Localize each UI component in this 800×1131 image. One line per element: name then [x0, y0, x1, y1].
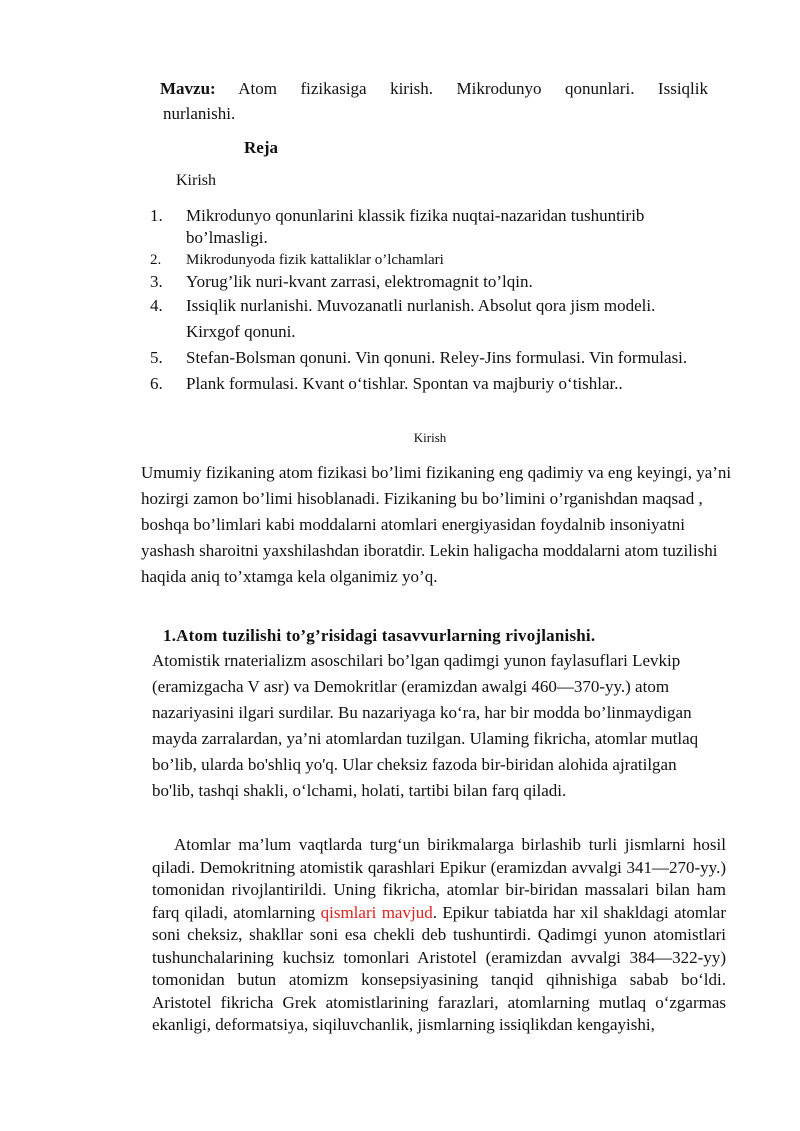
section-paragraph-1: Atomistik rnaterializm asoschilari bo’lgan qadimgi yunon faylasuflari Levkip (eramizgacha V asr) va Demokritlar (eramizdan awalgi 460—370-yy.) atom nazariyasini ilgari surdilar. Bu nazariyaga ko‘ra, har bir modda bo’linmaydigan mayda zarralardan, ya’ni atomlardan tuzilgan. Ulaming fikricha, atomlar mutlaq bo’lib, ularda bo'shliq yo'q. Ular cheksiz fazoda bir-biridan alohida ajratilgan bo'lib, tashqi shakli, o‘lchami, holati, tartibi bilan farq qiladi.	[152, 651, 699, 800]
plan-list	[150, 205, 710, 397]
topic-line	[160, 76, 708, 101]
paragraph-text: Atomlar ma’lum vaqtlarda turg‘un birikmalarga birlashib turli jismlarni hosil qiladi. Demokritning atomistik qarashlari Epikur (eramizdan avvalgi 341—270-yy.) tomonidan rivojlantirildi. Uning fikricha, atomlar bir-biridan massalari bilan ham farq qiladi, atomlarning	[152, 835, 726, 922]
plan-item: 3. Yorug’lik nuri-kvant zarrasi, elektromagnit to’lqin.	[150, 272, 533, 291]
plan-item: 2. Mikrodunyoda fizik kattaliklar o’lchamlari	[150, 252, 444, 268]
topic-label: Mavzu:	[160, 79, 216, 98]
highlighted-text: qismlari mavjud	[320, 902, 433, 922]
plan-intro-item: Kirish	[176, 172, 216, 189]
plan-item: 5. Stefan-Bolsman qonuni. Vin qonuni. Reley-Jins formulasi. Vin formulasi.	[150, 348, 688, 367]
intro-paragraph: Umumiy fizikaning atom fizikasi bo’limi fizikaning eng qadimiy va eng keyingi, ya’ni hozirgi zamon bo’limi hisoblanadi. Fizikaning bu bo’limini o’rganishdan maqsad , boshqa bo’limlari kabi moddalarni atomlari energiyasidan foydalnib insoniyatni yashash sharoitni yaxshilashdan iboratdir. Lekin haligacha moddalarni atom tuzilishi haqida aniq to’xtamga kela olganimiz yo’q.	[141, 463, 732, 586]
plan-item: 4. Issiqlik nurlanishi. Muvozanatli nurlanish. Absolut qora jism modeli. Kirxgof qonuni.	[150, 296, 656, 341]
section-title: 1.Atom tuzilishi to’g’risidagi tasavvurlarning rivojlanishi.	[163, 626, 596, 645]
topic-text: Atom fizikasiga kirish. Mikrodunyo qonunlari. Issiqlik	[238, 79, 708, 98]
section-paragraph-2	[152, 834, 726, 1037]
plan-item: 1. Mikrodunyo qonunlarini klassik fizika nuqtai-nazaridan tushuntirib bo’lmasligi.	[150, 206, 645, 247]
plan-title: Reja	[244, 138, 278, 157]
intro-heading: Kirish	[413, 430, 447, 445]
topic-line-continued: nurlanishi.	[163, 104, 236, 123]
plan-item: 6. Plank formulasi. Kvant o‘tishlar. Spontan va majburiy o‘tishlar..	[150, 374, 623, 393]
paragraph-text: . Epikur tabiatda har xil shakldagi atomlar soni cheksiz, shakllar soni esa chekli deb tushuntirdi. Qadimgi yunon atomistlari tushunchalarining kuchsiz tomonlari Aristotel (eramizdan avvalgi 384—322-yy) tomonidan butun atomizm konsepsiyasining tanqid qihnishiga sabab bo‘ldi. Aristotel fikricha Grek atomistlarining farazlari, atomlarning mutlaq o‘zgarmas ekanligi, deformatsiya, siqiluvchanlik, jismlarning issiqlikdan kengayishi,	[152, 902, 726, 1034]
